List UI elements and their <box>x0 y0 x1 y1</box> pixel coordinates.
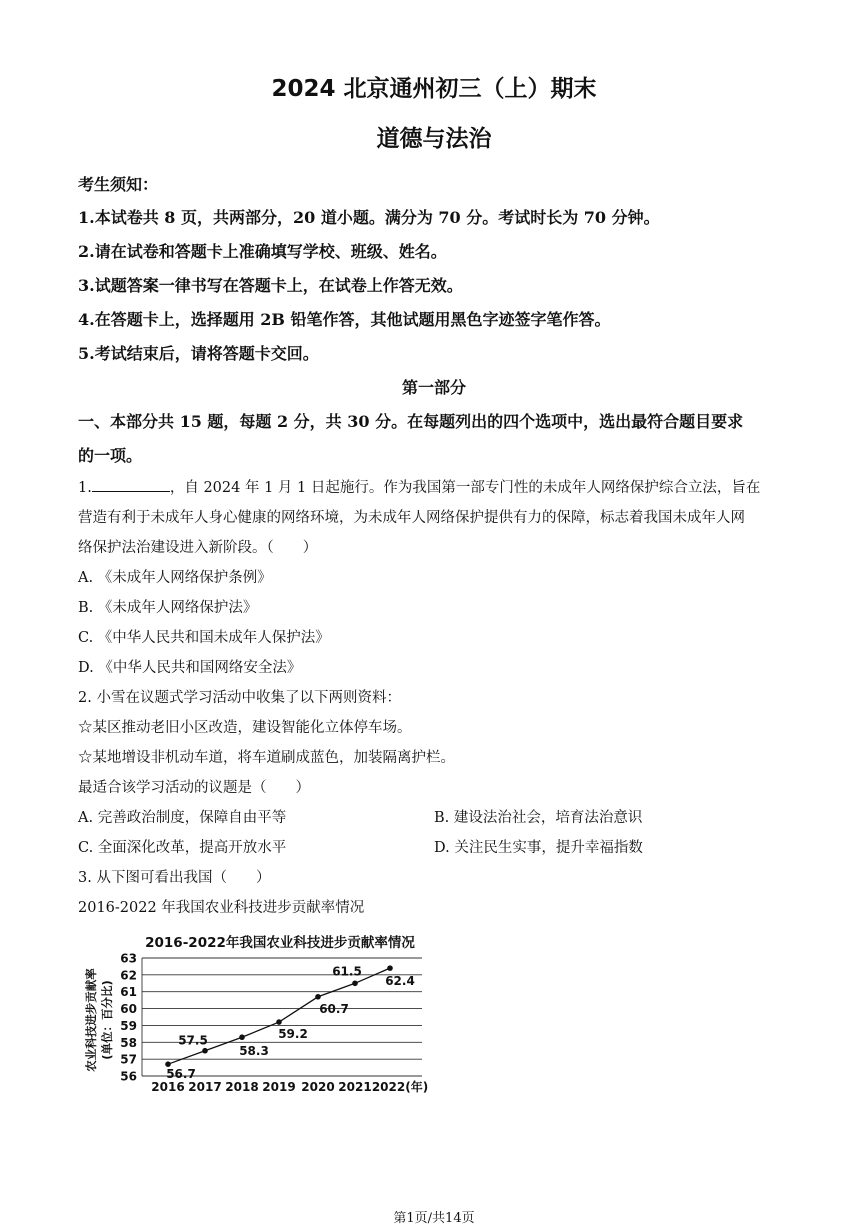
y-tick-label: 63 <box>120 951 137 966</box>
q1-number: 1. <box>78 480 92 496</box>
notice-item-3: 3.试题答案一律书写在答题卡上，在试卷上作答无效。 <box>78 276 463 295</box>
notice-item-5: 5.考试结束后，请将答题卡交回。 <box>78 344 319 363</box>
data-label: 60.7 <box>319 1001 349 1016</box>
chart-ylabel-2: (单位：百分比) <box>100 980 114 1060</box>
q1-option-a: A. 《未成年人网络保护条例》 <box>78 570 272 586</box>
q2-option-b: B. 建设法治社会，培育法治意识 <box>434 810 643 826</box>
data-point <box>387 965 393 971</box>
part-instruction-line1: 一、本部分共 15 题，每题 2 分，共 30 分。在每题列出的四个选项中，选出最符合题目要求 <box>78 412 744 431</box>
notice-item-1: 1.本试卷共 8 页，共两部分，20 道小题。满分为 70 分。考试时长为 70 分钟。 <box>78 208 660 227</box>
data-label: 57.5 <box>178 1033 208 1048</box>
data-point <box>165 1061 171 1067</box>
y-tick-label: 56 <box>120 1069 137 1084</box>
x-tick-label: 2022(年) <box>371 1080 429 1094</box>
y-tick-label: 60 <box>120 1002 137 1017</box>
q2-option-d: D. 关注民生实事，提升幸福指数 <box>434 840 643 856</box>
x-tick-label: 2021 <box>338 1080 372 1094</box>
part-instruction-line2: 的一项。 <box>78 446 143 465</box>
q1-blank <box>92 477 170 492</box>
chart-title: 2016-2022年我国农业科技进步贡献率情况 <box>145 935 415 951</box>
q1-line3: 络保护法治建设进入新阶段。（ ） <box>78 540 318 556</box>
data-point <box>352 980 358 986</box>
x-tick-label: 2019 <box>262 1080 296 1094</box>
q1-option-d: D. 《中华人民共和国网络安全法》 <box>78 660 302 676</box>
data-point <box>239 1034 245 1040</box>
notice-item-2: 2.请在试卷和答题卡上准确填写学校、班级、姓名。 <box>78 242 447 261</box>
data-point <box>202 1048 208 1054</box>
data-label: 56.7 <box>166 1067 196 1082</box>
notice-heading: 考生须知： <box>78 175 159 194</box>
page-title: 2024 北京通州初三（上）期末 <box>271 76 597 102</box>
q1-option-c: C. 《中华人民共和国未成年人保护法》 <box>78 630 330 646</box>
y-tick-label: 59 <box>120 1018 137 1033</box>
q2-option-a: A. 完善政治制度，保障自由平等 <box>78 810 287 826</box>
x-tick-label: 2017 <box>188 1080 222 1094</box>
q1-line1 <box>78 476 760 497</box>
x-tick-label: 2016 <box>151 1080 185 1094</box>
q1-line2: 营造有利于未成年人身心健康的网络环境，为未成年人网络保护提供有力的保障，标志着我国未成年人网 <box>78 510 745 526</box>
chart-ylabel-1: 农业科技进步贡献率 <box>84 968 98 1072</box>
q3-caption: 2016-2022 年我国农业科技进步贡献率情况 <box>78 900 365 916</box>
notice-item-4: 4.在答题卡上，选择题用 2B 铅笔作答，其他试题用黑色字迹签字笔作答。 <box>78 310 611 329</box>
y-tick-label: 58 <box>120 1035 137 1050</box>
q2-question: 最适合该学习活动的议题是（ ） <box>78 780 310 796</box>
part-title: 第一部分 <box>401 378 466 397</box>
y-tick-label: 61 <box>120 985 137 1000</box>
x-tick-label: 2018 <box>225 1080 259 1094</box>
y-tick-label: 62 <box>120 968 137 983</box>
q2-stem: 2. 小雪在议题式学习活动中收集了以下两则资料： <box>78 690 401 706</box>
y-tick-label: 57 <box>120 1052 137 1067</box>
data-label: 58.3 <box>239 1044 269 1059</box>
data-label: 59.2 <box>278 1027 308 1042</box>
data-point <box>315 994 321 1000</box>
data-label: 62.4 <box>385 974 415 989</box>
subject-title: 道德与法治 <box>376 126 492 152</box>
q1-line1-text: ，自 2024 年 1 月 1 日起施行。作为我国第一部专门性的未成年人网络保护综合立法，旨在 <box>169 480 761 496</box>
x-tick-label: 2020 <box>301 1080 335 1094</box>
q2-option-c: C. 全面深化改革，提高开放水平 <box>78 840 287 856</box>
contribution-rate-chart <box>80 928 450 1098</box>
q1-option-b: B. 《未成年人网络保护法》 <box>78 600 258 616</box>
data-label: 61.5 <box>332 964 362 979</box>
q3-stem: 3. 从下图可看出我国（ ） <box>78 870 271 886</box>
q2-material-1: ☆某区推动老旧小区改造，建设智能化立体停车场。 <box>78 720 412 736</box>
data-point <box>276 1019 282 1025</box>
q2-material-2: ☆某地增设非机动车道，将车道刷成蓝色，加装隔离护栏。 <box>78 750 455 766</box>
page-footer: 第1页/共14页 <box>393 1211 475 1226</box>
